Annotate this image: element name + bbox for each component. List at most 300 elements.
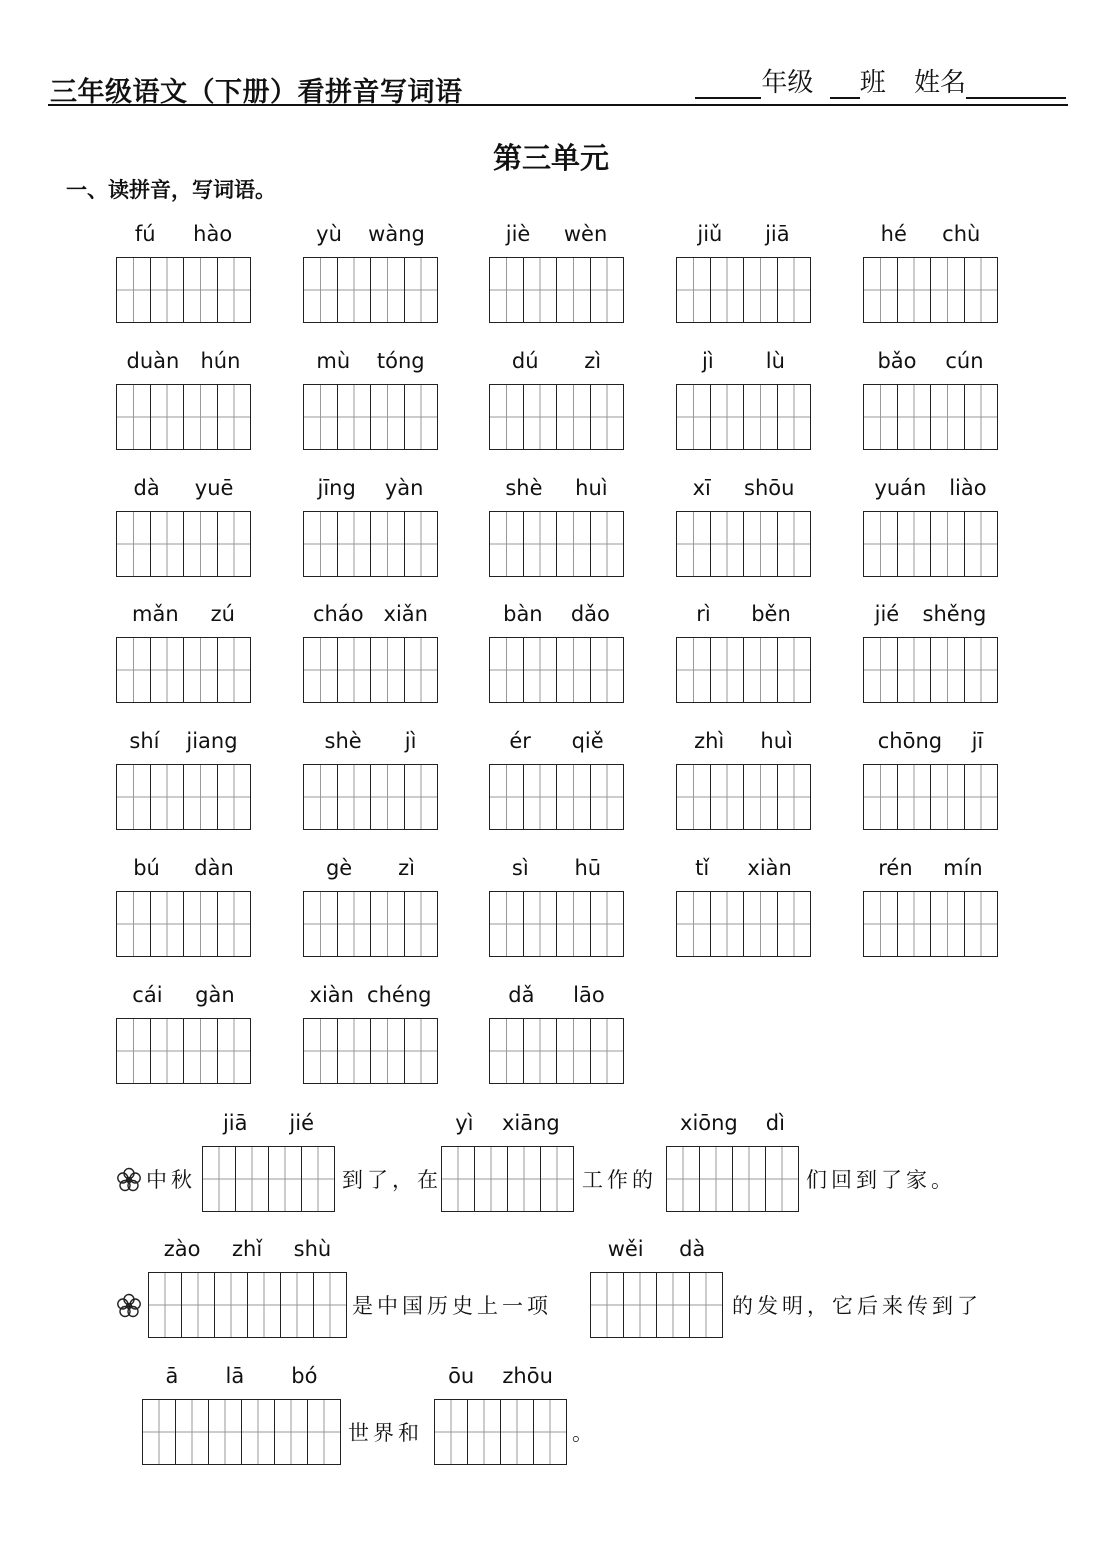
writing-cell[interactable]: [778, 638, 811, 702]
name-label: 姓名: [913, 68, 966, 98]
writing-cell[interactable]: [591, 258, 624, 322]
writing-cell[interactable]: [149, 1273, 182, 1337]
pinyin-syllable: yù: [316, 222, 342, 246]
writing-cell[interactable]: [864, 385, 898, 449]
writing-cell[interactable]: [269, 1147, 302, 1211]
writing-cell[interactable]: [182, 1273, 215, 1337]
writing-cell[interactable]: [338, 1019, 372, 1083]
writing-cell[interactable]: [931, 638, 965, 702]
writing-cell[interactable]: [218, 892, 251, 956]
writing-cell[interactable]: [203, 1147, 236, 1211]
writing-cell[interactable]: [591, 638, 624, 702]
writing-cell[interactable]: [218, 638, 251, 702]
pinyin-syllable: zì: [398, 856, 416, 880]
writing-grid: [863, 637, 998, 703]
writing-cell[interactable]: [405, 512, 438, 576]
writing-cell[interactable]: [557, 385, 591, 449]
pinyin-syllable: shù: [293, 1237, 332, 1261]
writing-cell[interactable]: [371, 765, 405, 829]
writing-cell[interactable]: [371, 258, 405, 322]
writing-cell[interactable]: [338, 892, 372, 956]
writing-cell[interactable]: [338, 385, 372, 449]
sentence2-text-b: 的发明，它后来传到了: [732, 1294, 982, 1318]
writing-cell[interactable]: [677, 512, 711, 576]
writing-cell[interactable]: [898, 638, 932, 702]
writing-grid: [666, 1146, 799, 1212]
writing-cell[interactable]: [931, 258, 965, 322]
pinyin-row: [489, 982, 624, 1008]
writing-cell[interactable]: [405, 638, 438, 702]
writing-cell[interactable]: [677, 385, 711, 449]
writing-cell[interactable]: [117, 1019, 151, 1083]
pinyin-syllable: bó: [291, 1364, 318, 1388]
writing-cell[interactable]: [304, 512, 338, 576]
writing-grid: [489, 637, 624, 703]
writing-cell[interactable]: [371, 512, 405, 576]
writing-cell[interactable]: [275, 1400, 308, 1464]
writing-cell[interactable]: [778, 892, 811, 956]
writing-cell[interactable]: [314, 1273, 346, 1337]
writing-cell[interactable]: [143, 1400, 176, 1464]
writing-cell[interactable]: [744, 385, 778, 449]
word-item: [303, 982, 438, 1084]
writing-cell[interactable]: [442, 1147, 475, 1211]
writing-cell[interactable]: [778, 385, 811, 449]
pinyin-row: [303, 221, 438, 247]
writing-cell[interactable]: [965, 765, 998, 829]
writing-cell[interactable]: [215, 1273, 248, 1337]
writing-cell[interactable]: [744, 258, 778, 322]
writing-cell[interactable]: [965, 638, 998, 702]
pinyin-syllable: dú: [511, 349, 539, 373]
word-item: [863, 601, 998, 703]
writing-cell[interactable]: [117, 385, 151, 449]
writing-cell[interactable]: [184, 512, 218, 576]
writing-cell[interactable]: [898, 385, 932, 449]
writing-cell[interactable]: [435, 1400, 468, 1464]
writing-cell[interactable]: [371, 385, 405, 449]
writing-grid: [863, 384, 998, 450]
writing-cell[interactable]: [657, 1273, 690, 1337]
writing-cell[interactable]: [864, 892, 898, 956]
writing-grid: [202, 1146, 335, 1212]
word-item: [116, 601, 251, 703]
writing-cell[interactable]: [864, 258, 898, 322]
word-item: [489, 221, 624, 323]
pinyin-syllable: yuē: [194, 476, 234, 500]
writing-cell[interactable]: [667, 1147, 700, 1211]
writing-grid: [303, 384, 438, 450]
writing-cell[interactable]: [117, 258, 151, 322]
writing-cell[interactable]: [864, 638, 898, 702]
pinyin-row: [863, 221, 998, 247]
word-item: [303, 475, 438, 577]
pinyin-syllable: jīng: [317, 476, 356, 500]
writing-grid: [489, 257, 624, 323]
pinyin-syllable: chù: [942, 222, 981, 246]
pinyin-syllable: hū: [574, 856, 602, 880]
writing-cell[interactable]: [898, 258, 932, 322]
writing-grid: [863, 511, 998, 577]
writing-cell[interactable]: [965, 512, 998, 576]
writing-cell[interactable]: [931, 385, 965, 449]
pinyin-syllable: shěng: [922, 602, 987, 626]
pinyin-syllable: yàn: [384, 476, 424, 500]
section-heading: 一、读拼音，写词语。: [66, 178, 276, 202]
writing-cell[interactable]: [591, 1019, 624, 1083]
word-item: [116, 728, 251, 830]
pinyin-syllable: ā: [165, 1364, 179, 1388]
pinyin-syllable: zào: [163, 1237, 201, 1261]
writing-grid: [489, 1018, 624, 1084]
pinyin-syllable: mǎn: [132, 602, 179, 626]
writing-cell[interactable]: [248, 1273, 281, 1337]
writing-grid: [489, 891, 624, 957]
class-blank[interactable]: [830, 69, 860, 99]
writing-cell[interactable]: [218, 512, 251, 576]
pinyin-syllable: tóng: [376, 349, 425, 373]
writing-cell[interactable]: [371, 1019, 405, 1083]
pinyin-syllable: jiǔ: [697, 222, 723, 246]
writing-cell[interactable]: [690, 1273, 722, 1337]
sentence2-text-d: 。: [572, 1421, 597, 1445]
writing-cell[interactable]: [151, 765, 185, 829]
writing-cell[interactable]: [304, 765, 338, 829]
writing-cell[interactable]: [711, 512, 745, 576]
writing-cell[interactable]: [931, 892, 965, 956]
pinyin-row: [202, 1110, 335, 1136]
writing-cell[interactable]: [778, 258, 811, 322]
class-label: 班: [859, 68, 886, 98]
writing-cell[interactable]: [490, 638, 524, 702]
pinyin-row: [489, 601, 624, 627]
writing-cell[interactable]: [524, 512, 558, 576]
writing-cell[interactable]: [534, 1400, 566, 1464]
writing-cell[interactable]: [898, 512, 932, 576]
pinyin-row: [116, 855, 251, 881]
pinyin-row: [116, 221, 251, 247]
sentence2-text-a: 是中国历史上一项: [352, 1294, 552, 1318]
writing-cell[interactable]: [151, 638, 185, 702]
writing-cell[interactable]: [524, 765, 558, 829]
writing-cell[interactable]: [184, 385, 218, 449]
sentence1-text-c: 工作的: [582, 1168, 657, 1192]
grade-label: 年级: [761, 68, 814, 98]
pinyin-syllable: duàn: [126, 349, 180, 373]
writing-cell[interactable]: [524, 258, 558, 322]
pinyin-syllable: dà: [679, 1237, 706, 1261]
pinyin-syllable: zhì: [694, 729, 725, 753]
writing-cell[interactable]: [931, 765, 965, 829]
writing-cell[interactable]: [591, 765, 624, 829]
writing-cell[interactable]: [557, 512, 591, 576]
pinyin-syllable: wàng: [368, 222, 425, 246]
writing-cell[interactable]: [184, 258, 218, 322]
writing-cell[interactable]: [541, 1147, 573, 1211]
pinyin-syllable: liào: [949, 476, 987, 500]
writing-grid: [863, 891, 998, 957]
pinyin-row: [303, 601, 438, 627]
pinyin-syllable: tǐ: [695, 856, 710, 880]
writing-cell[interactable]: [242, 1400, 275, 1464]
pinyin-syllable: zú: [210, 602, 235, 626]
writing-grid: [489, 764, 624, 830]
pinyin-syllable: jì: [404, 729, 417, 753]
writing-cell[interactable]: [218, 1019, 251, 1083]
writing-grid: [116, 1018, 251, 1084]
writing-cell[interactable]: [405, 385, 438, 449]
pinyin-syllable: shí: [129, 729, 160, 753]
word-item: [489, 601, 624, 703]
writing-cell[interactable]: [371, 638, 405, 702]
pinyin-syllable: xiǎn: [383, 602, 428, 626]
writing-grid: [116, 637, 251, 703]
writing-cell[interactable]: [304, 1019, 338, 1083]
pinyin-syllable: sì: [511, 856, 529, 880]
writing-grid: [676, 891, 811, 957]
writing-cell[interactable]: [117, 512, 151, 576]
writing-cell[interactable]: [371, 892, 405, 956]
writing-cell[interactable]: [557, 765, 591, 829]
pinyin-syllable: yì: [455, 1111, 474, 1135]
pinyin-syllable: dàn: [194, 856, 234, 880]
writing-cell[interactable]: [184, 892, 218, 956]
pinyin-syllable: jiā: [765, 222, 790, 246]
writing-cell[interactable]: [151, 892, 185, 956]
writing-cell[interactable]: [591, 385, 624, 449]
word-item: [303, 601, 438, 703]
word-item: [116, 855, 251, 957]
word-item: [676, 728, 811, 830]
pinyin-row: [303, 728, 438, 754]
sentence1-text-d: 们回到了家。: [806, 1168, 956, 1192]
pinyin-syllable: bàn: [503, 602, 543, 626]
writing-cell[interactable]: [965, 385, 998, 449]
writing-grid: [676, 257, 811, 323]
writing-cell[interactable]: [711, 258, 745, 322]
writing-cell[interactable]: [677, 765, 711, 829]
writing-cell[interactable]: [508, 1147, 541, 1211]
writing-cell[interactable]: [524, 892, 558, 956]
grade-blank[interactable]: [695, 69, 761, 99]
writing-cell[interactable]: [744, 512, 778, 576]
writing-cell[interactable]: [405, 1019, 438, 1083]
pinyin-row: [863, 855, 998, 881]
writing-cell[interactable]: [557, 258, 591, 322]
pinyin-syllable: huì: [575, 476, 608, 500]
pinyin-row: [863, 728, 998, 754]
writing-cell[interactable]: [308, 1400, 340, 1464]
writing-cell[interactable]: [338, 512, 372, 576]
writing-cell[interactable]: [338, 258, 372, 322]
pinyin-syllable: huì: [760, 729, 793, 753]
flower-icon: [116, 1293, 142, 1319]
writing-grid: [303, 891, 438, 957]
writing-cell[interactable]: [557, 892, 591, 956]
word-item: [303, 855, 438, 957]
writing-cell[interactable]: [117, 638, 151, 702]
writing-cell[interactable]: [931, 512, 965, 576]
writing-cell[interactable]: [624, 1273, 657, 1337]
writing-cell[interactable]: [524, 385, 558, 449]
word-item: [863, 475, 998, 577]
pinyin-syllable: chéng: [367, 983, 432, 1007]
writing-cell[interactable]: [864, 765, 898, 829]
pinyin-syllable: xī: [692, 476, 711, 500]
writing-cell[interactable]: [302, 1147, 334, 1211]
pinyin-syllable: dà: [133, 476, 160, 500]
pinyin-row: [676, 221, 811, 247]
writing-cell[interactable]: [218, 765, 251, 829]
pinyin-row: [489, 855, 624, 881]
pinyin-syllable: cún: [945, 349, 984, 373]
pinyin-syllable: běn: [751, 602, 791, 626]
pinyin-syllable: jié: [289, 1111, 315, 1135]
pinyin-row: [116, 728, 251, 754]
word-item: [489, 982, 624, 1084]
writing-cell[interactable]: [700, 1147, 733, 1211]
writing-cell[interactable]: [778, 765, 811, 829]
writing-cell[interactable]: [864, 512, 898, 576]
writing-cell[interactable]: [490, 1019, 524, 1083]
writing-cell[interactable]: [405, 892, 438, 956]
writing-cell[interactable]: [151, 385, 185, 449]
writing-cell[interactable]: [677, 638, 711, 702]
writing-cell[interactable]: [184, 1019, 218, 1083]
writing-cell[interactable]: [591, 512, 624, 576]
pinyin-row: [676, 601, 811, 627]
writing-cell[interactable]: [151, 1019, 185, 1083]
writing-cell[interactable]: [490, 892, 524, 956]
writing-cell[interactable]: [778, 512, 811, 576]
writing-grid: [148, 1272, 347, 1338]
pinyin-row: [489, 348, 624, 374]
pinyin-row: [148, 1236, 347, 1262]
writing-grid: [303, 511, 438, 577]
name-blank[interactable]: [966, 69, 1066, 99]
pinyin-syllable: dì: [765, 1111, 785, 1135]
writing-cell[interactable]: [711, 638, 745, 702]
pinyin-syllable: lā: [225, 1364, 245, 1388]
pinyin-syllable: jī: [971, 729, 984, 753]
writing-cell[interactable]: [501, 1400, 534, 1464]
pinyin-row: [676, 728, 811, 754]
sentence2-text-c: 世界和: [348, 1421, 423, 1445]
writing-cell[interactable]: [405, 258, 438, 322]
sentence2-blank-a: [148, 1236, 347, 1338]
pinyin-syllable: shè: [505, 476, 543, 500]
writing-cell[interactable]: [490, 258, 524, 322]
writing-cell[interactable]: [744, 892, 778, 956]
writing-cell[interactable]: [475, 1147, 508, 1211]
writing-cell[interactable]: [490, 512, 524, 576]
writing-cell[interactable]: [338, 765, 372, 829]
unit-title: 第三单元: [492, 141, 609, 175]
writing-cell[interactable]: [711, 892, 745, 956]
pinyin-syllable: bǎo: [877, 349, 917, 373]
writing-cell[interactable]: [117, 765, 151, 829]
writing-cell[interactable]: [591, 1273, 624, 1337]
writing-cell[interactable]: [557, 638, 591, 702]
student-info: [695, 62, 1066, 99]
writing-cell[interactable]: [524, 638, 558, 702]
writing-cell[interactable]: [151, 258, 185, 322]
writing-cell[interactable]: [490, 385, 524, 449]
pinyin-syllable: wěi: [607, 1237, 644, 1261]
writing-cell[interactable]: [490, 765, 524, 829]
pinyin-syllable: shōu: [744, 476, 795, 500]
writing-cell[interactable]: [766, 1147, 798, 1211]
writing-cell[interactable]: [898, 765, 932, 829]
pinyin-syllable: jiè: [505, 222, 531, 246]
writing-cell[interactable]: [184, 638, 218, 702]
writing-cell[interactable]: [236, 1147, 269, 1211]
word-item: [489, 475, 624, 577]
writing-cell[interactable]: [591, 892, 624, 956]
writing-cell[interactable]: [304, 385, 338, 449]
writing-cell[interactable]: [677, 258, 711, 322]
word-item: [489, 348, 624, 450]
writing-cell[interactable]: [965, 892, 998, 956]
pinyin-syllable: yuán: [874, 476, 927, 500]
writing-cell[interactable]: [677, 892, 711, 956]
writing-grid: [116, 764, 251, 830]
pinyin-syllable: xiàn: [309, 983, 354, 1007]
word-item: [676, 221, 811, 323]
pinyin-syllable: lāo: [573, 983, 605, 1007]
writing-cell[interactable]: [898, 892, 932, 956]
word-item: [489, 728, 624, 830]
writing-cell[interactable]: [304, 638, 338, 702]
word-item: [863, 221, 998, 323]
pinyin-row: [590, 1236, 723, 1262]
writing-cell[interactable]: [405, 765, 438, 829]
writing-cell[interactable]: [218, 258, 251, 322]
writing-cell[interactable]: [711, 385, 745, 449]
writing-grid: [590, 1272, 723, 1338]
word-item: [116, 475, 251, 577]
writing-cell[interactable]: [965, 258, 998, 322]
pinyin-syllable: hào: [193, 222, 233, 246]
writing-cell[interactable]: [304, 258, 338, 322]
writing-cell[interactable]: [176, 1400, 209, 1464]
writing-cell[interactable]: [711, 765, 745, 829]
writing-cell[interactable]: [218, 385, 251, 449]
pinyin-row: [303, 348, 438, 374]
writing-cell[interactable]: [209, 1400, 242, 1464]
writing-cell[interactable]: [557, 1019, 591, 1083]
writing-grid: [142, 1399, 341, 1465]
writing-cell[interactable]: [151, 512, 185, 576]
pinyin-syllable: xiōng: [680, 1111, 738, 1135]
writing-cell[interactable]: [281, 1273, 314, 1337]
writing-cell[interactable]: [468, 1400, 501, 1464]
writing-cell[interactable]: [733, 1147, 766, 1211]
pinyin-syllable: gè: [325, 856, 353, 880]
writing-cell[interactable]: [184, 765, 218, 829]
header: [48, 56, 1068, 106]
writing-cell[interactable]: [304, 892, 338, 956]
writing-cell[interactable]: [744, 638, 778, 702]
writing-cell[interactable]: [117, 892, 151, 956]
writing-cell[interactable]: [524, 1019, 558, 1083]
pinyin-row: [863, 348, 998, 374]
writing-grid: [116, 384, 251, 450]
word-item: [116, 348, 251, 450]
writing-cell[interactable]: [744, 765, 778, 829]
sentence1-blank-b: [441, 1110, 574, 1212]
writing-cell[interactable]: [338, 638, 372, 702]
